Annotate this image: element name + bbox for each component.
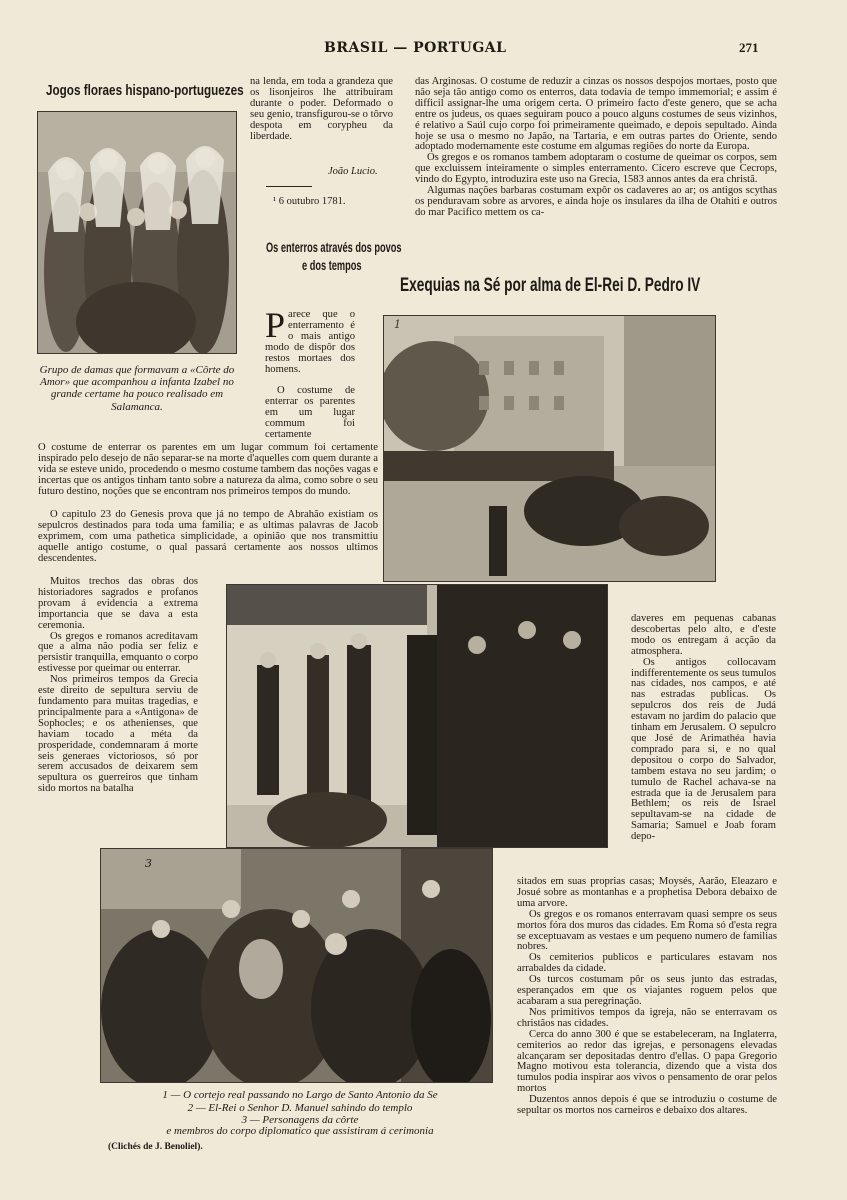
enterros-p4: Muitos trechos das obras dos historiadores sagrados e profanos provam á evidencia a extrema importancia que se dava a esta ceremonia.: [38, 576, 198, 631]
enterros-p2-start: O costume de enterrar os parentes em um lugar commum foi certamente: [265, 386, 355, 438]
enterros-p3: O capitulo 23 do Genesis prova que já no tempo de Abrahão existiam os sepulcros destinados para toda uma familia; e as ultimas palavras de Jacob exprimem, com uma pathetica simplicidade, a opinião que nos transmittiu aquelle antigo costume, o qual passará certamente aos nossos ultimos descendentes.: [38, 509, 378, 564]
enterros-intro-block: [265, 305, 355, 375]
enterros-top-right2: Os gregos e os romanos tambem adoptaram o costume de queimar os corpos, sem que excluissem inteiramente o simples enterramento. Cicero escreve que Cecrops, vindo do Egypto, introduzira este uso na Grecia, 1583 annos antes da era christã.: [415, 152, 777, 186]
enterros-bottom-right6: Cerca do anno 300 é que se estabeleceram, na Inglaterra, cemiterios ao redor das igrejas, e personagens elevadas alcançaram ser depositadas dentro d'ellas. O papa Gregorio Magno motivou esta tolerancia, dizendo que a vista dos tumulos podia inspirar aos vivos o pensamento de orar pelos mortos: [517, 1028, 777, 1095]
enterros-col-left-block: [38, 577, 198, 795]
caption-exequias-line1: 1 — O cortejo real passando no Largo de Santo Antonio da Se: [162, 1089, 438, 1101]
dropcap-p: P: [265, 305, 286, 345]
photo-el-rei-image: [227, 585, 607, 847]
page-number: 271: [739, 40, 759, 55]
photo-personagens-image: [101, 849, 492, 1082]
enterros-p2: O costume de enterrar os parentes em um lugar commum foi certamente inspirado pelo desejo de não separar-se na morte d'aquelles com quem durante a vida se esteve unido, procedendo o mesmo costume tambem das noções vagas e incertas que os antigos tinham tanto sobre a natureza da alma, como sobre o seu futuro destino, noções que se encontram nos primeiros tempos do mundo.: [38, 443, 378, 497]
footnote-rule: [266, 186, 312, 187]
enterros-intro: arece que o enterramento é o mais antigo modo de dispôr dos restos mortaes dos homens.: [265, 309, 355, 375]
enterros-bottom-right4: Os turcos costumam pôr os seus junto das estradas, esperançados em que os viajantes roguem pelos que acabaram a sua peregrinação.: [517, 974, 777, 1007]
enterros-bottom-right3: Os cemiterios publicos e particulares estavam nos arrabaldes da cidade.: [517, 952, 777, 975]
article-title-enterros-line2: e dos tempos: [302, 257, 362, 273]
photo-cortejo-image: [384, 316, 715, 581]
poem-continuation: [250, 77, 393, 142]
photo-credit: (Clichés de J. Benoliel).: [108, 1142, 203, 1152]
photo-ladies-image: [38, 112, 236, 353]
poem-text: na lenda, em toda a grandeza que os lisonjeiros lhe attribuiram durante o poder. Deformado o seu genio, transfigurou-se o tôrvo despota em corypheu da liberdade.: [250, 76, 393, 142]
enterros-p5: Os gregos e romanos acreditavam que a alma não podia ser feliz e persistir tranquilla, emquanto o corpo estivesse por queimar ou enterrar.: [38, 630, 198, 675]
article-title-exequias: Exequias na Sé por alma de El-Rei D. Pedro IV: [400, 275, 701, 296]
article-title-enterros-line1: Os enterros através dos povos: [266, 239, 402, 255]
caption-exequias-line2: 2 — El-Rei o Senhor D. Manuel sahindo do templo: [187, 1102, 413, 1114]
enterros-p6: Nos primeiros tempos da Grecia este direito de sepultura serviu de fundamento para muitas tragedias, e principalmente para a «Antigona» de Sophocles; e os athenienses, que haviam tocado a méta da prosperidade, condemnaram á morte seis generaes victoriosos, só por serem accusados de deixarem sem sepultura os guerreiros que tinham sido mortos na batalha: [38, 674, 198, 795]
running-title: BRASIL — PORTUGAL: [324, 40, 507, 56]
enterros-top-right3: Algumas nações barbaras costumam expôr os cadaveres ao ar; os antigos scythas os penduravam sobre as arvores, e ainda hoje os insulares da ilha de Otahiti e outros do mar Pacifico mettem os ca-: [415, 185, 777, 218]
photo-el-rei-sahindo: [226, 584, 608, 848]
poem-footnote: ¹ 6 outubro 1781.: [273, 196, 346, 207]
enterros-p3-block: [38, 510, 378, 565]
enterros-top-right: das Arginosas. O costume de reduzir a cinzas os nossos despojos mortaes, posto que não seja tão antigo como os enterros, data todavia de tempo immemorial; e assim é difficil assignar-lhe uma origem certa. O primeiro facto d'este genero, que se acha entre os judeus, os quaes seguiram pouco a pouco alguns costumes de seus vizinhos, é relativo a Saúl cujo corpo foi primeiramente queimado, e depois sepultado. Ainda hoje se usa o mesmo no Japão, na Tartaria, e em outras partes do Oriente, sendo adoptado modernamente este costume em algumas regiões do norte da Europa.: [415, 76, 777, 153]
enterros-mid-right: daveres em pequenas cabanas descobertas pelo alto, e d'este modo os entregam á acção da atmosphera.: [631, 613, 776, 657]
photo-cortejo-real: [383, 315, 716, 582]
enterros-mid-right2: Os antigos collocavam indifferentemente os seus tumulos nas cidades, nos campos, e até nas estradas publicas. Os sepulcros dos reis de Judá estavam no jardim do palacio que tinham em Jerusalem. O sepulcro que José de Arimathéa havia comprado para si, e no qual depositou o corpo do Salvador, tambem estava no seu jardim; o tumulo de Rachel achava-se na estrada que ia de Jerusalem para Bethlem; os reis de Israel sepultavam-se na cidade de Samaria; Samuel e Joab foram depo-: [631, 656, 776, 843]
caption-exequias-line3: 3 — Personagens da côrte: [241, 1114, 359, 1126]
photo-personagens-corte: [100, 848, 493, 1083]
enterros-bottom-right: sitados em suas proprias casas; Moysés, Aarão, Eleazaro e Josué sobre as montanhas e a prophetisa Debora debaixo de uma arvore.: [517, 876, 777, 909]
enterros-top-right-block: [415, 77, 777, 219]
photo-ladies-group: [37, 111, 237, 354]
enterros-bottom-right7: Duzentos annos depois é que se introduziu o costume de sepultar os mortos nos carneiros e debaixo dos altares.: [517, 1094, 777, 1117]
photo-number-1: 1: [394, 318, 401, 331]
caption-ladies: Grupo de damas que formavam a «Côrte do Amor» que acompanhou a infanta Izabel no grande certame ha pouco realisado em Salamanca.: [39, 364, 235, 413]
enterros-mid-right-block: [631, 614, 776, 843]
enterros-bottom-right5: Nos primitivos tempos da igreja, não se enterravam os christãos nas cidades.: [517, 1006, 777, 1029]
enterros-bottom-right2: Os gregos e os romanos enterravam quasi sempre os seus mortos fóra dos muros das cidades. Em Roma só d'esta regra se exceptuavam as vestaes e um pequeno numero de familias nobres.: [517, 908, 777, 953]
enterros-p2-start-block: [265, 386, 355, 438]
enterros-bottom-right-block: [517, 877, 777, 1117]
article-title-jogos-floraes: Jogos floraes hispano-portuguezes: [46, 82, 244, 99]
photo-number-3: 3: [145, 857, 152, 870]
poem-signature: João Lucio.: [328, 166, 378, 177]
enterros-p2-block: [38, 443, 378, 509]
caption-exequias-line4: e membros do corpo diplomatico que assistiram á cerimonia: [166, 1125, 434, 1137]
